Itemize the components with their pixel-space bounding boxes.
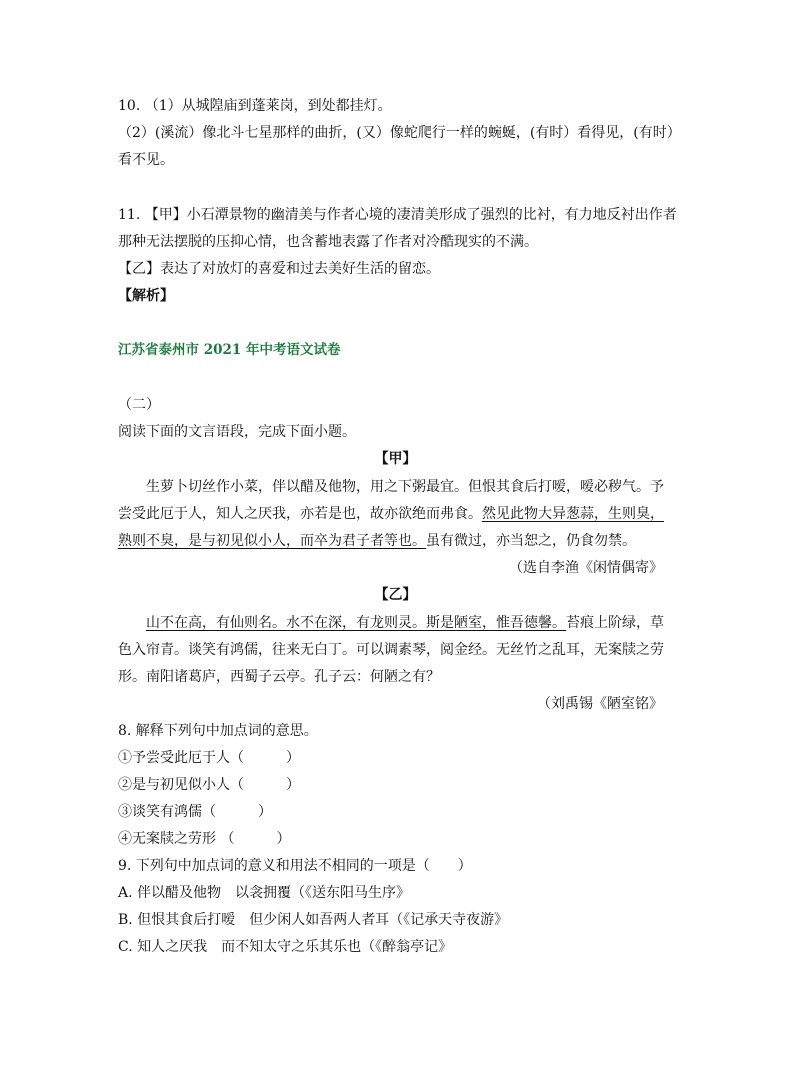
section-number: （二） <box>118 397 160 413</box>
answer-11-line-3: 【乙】表达了对放灯的喜爱和过去美好生活的留恋。 <box>118 261 440 277</box>
passage-jia-text: 虽有微过，亦当恕之，仍食勿禁。 <box>426 533 636 549</box>
underlined-sentence: 熟则不臭，是与初见似小人，而卒为君子者等也。 <box>118 533 426 549</box>
question-8-stem: 8. 解释下列句中加点词的意思。 <box>118 723 318 739</box>
underlined-sentence: 然见此物大异葱蒜，生则臭， <box>482 506 664 522</box>
question-8-item-4: ④无案牍之劳形 （ ） <box>118 831 291 847</box>
reading-instruction: 阅读下面的文言语段，完成下面小题。 <box>118 424 356 440</box>
passage-yi-label: 【乙】 <box>374 587 417 603</box>
question-9-option-b: B. 但恨其食后打嗳 但少闲人如吾两人者耳（《记承天寺夜游》 <box>118 912 509 928</box>
passage-yi-line-3: 形。南阳诸葛庐，西蜀子云亭。孔子云：何陋之有？ <box>118 669 440 685</box>
question-9-option-c: C. 知人之厌我 而不知太守之乐其乐也（《醉翁亭记》 <box>118 939 453 955</box>
answer-11-line-2: 那种无法摆脱的压抑心情，也含蓄地表露了作者对冷酷现实的不满。 <box>118 234 538 250</box>
answer-11-line-1: 11. 【甲】小石潭景物的幽清美与作者心境的凄清美形成了强烈的比衬，有力地反衬出作者 <box>118 207 677 223</box>
passage-yi-source: （刘禹锡《陋室铭》 <box>537 696 663 712</box>
answer-10-line-3: 看不见。 <box>118 152 174 168</box>
question-8-item-2: ②是与初见似小人（ ） <box>118 777 300 793</box>
question-8-item-3: ③谈笑有鸿儒（ ） <box>118 804 272 820</box>
passage-jia-label: 【甲】 <box>374 451 417 467</box>
passage-yi-line-1 <box>146 614 664 632</box>
question-8-item-1: ①予尝受此厄于人（ ） <box>118 750 300 766</box>
answer-10-line-2: （2）(溪流）像北斗七星那样的曲折，(又）像蛇爬行一样的蜿蜒，(有时）看得见，(有时） <box>118 125 681 141</box>
passage-yi-text: 苔痕上阶绿，草 <box>566 615 664 631</box>
passage-jia-source: （选自李渔《闲情偶寄》 <box>509 560 663 576</box>
passage-jia-text: 尝受此厄于人，知人之厌我，亦若是也，故亦欲绝而弗食。 <box>118 506 482 522</box>
underlined-sentence: 山不在高，有仙则名。水不在深，有龙则灵。斯是陋室，惟吾德馨。 <box>146 615 566 631</box>
passage-jia-line-2 <box>118 505 664 523</box>
question-9-option-a: A. 伴以醋及他物 以衾拥覆（《送东阳马生序》 <box>118 885 411 901</box>
passage-jia-line-3 <box>118 532 636 550</box>
answer-10-line-1: 10. （1）从城隍庙到蓬莱岗，到处都挂灯。 <box>118 98 392 114</box>
passage-yi-line-2: 色入帘青。谈笑有鸿儒，往来无白丁。可以调素琴，阅金经。无丝竹之乱耳，无案牍之劳 <box>118 642 664 658</box>
question-9-stem: 9. 下列句中加点词的意义和用法不相同的一项是（ ） <box>118 858 472 874</box>
exam-title: 江苏省泰州市 2021 年中考语文试卷 <box>118 342 341 358</box>
analysis-label: 【解析】 <box>118 288 174 304</box>
passage-jia-line-1: 生萝卜切丝作小菜，伴以醋及他物，用之下粥最宜。但恨其食后打嗳，嗳必秽气。予 <box>146 479 664 495</box>
